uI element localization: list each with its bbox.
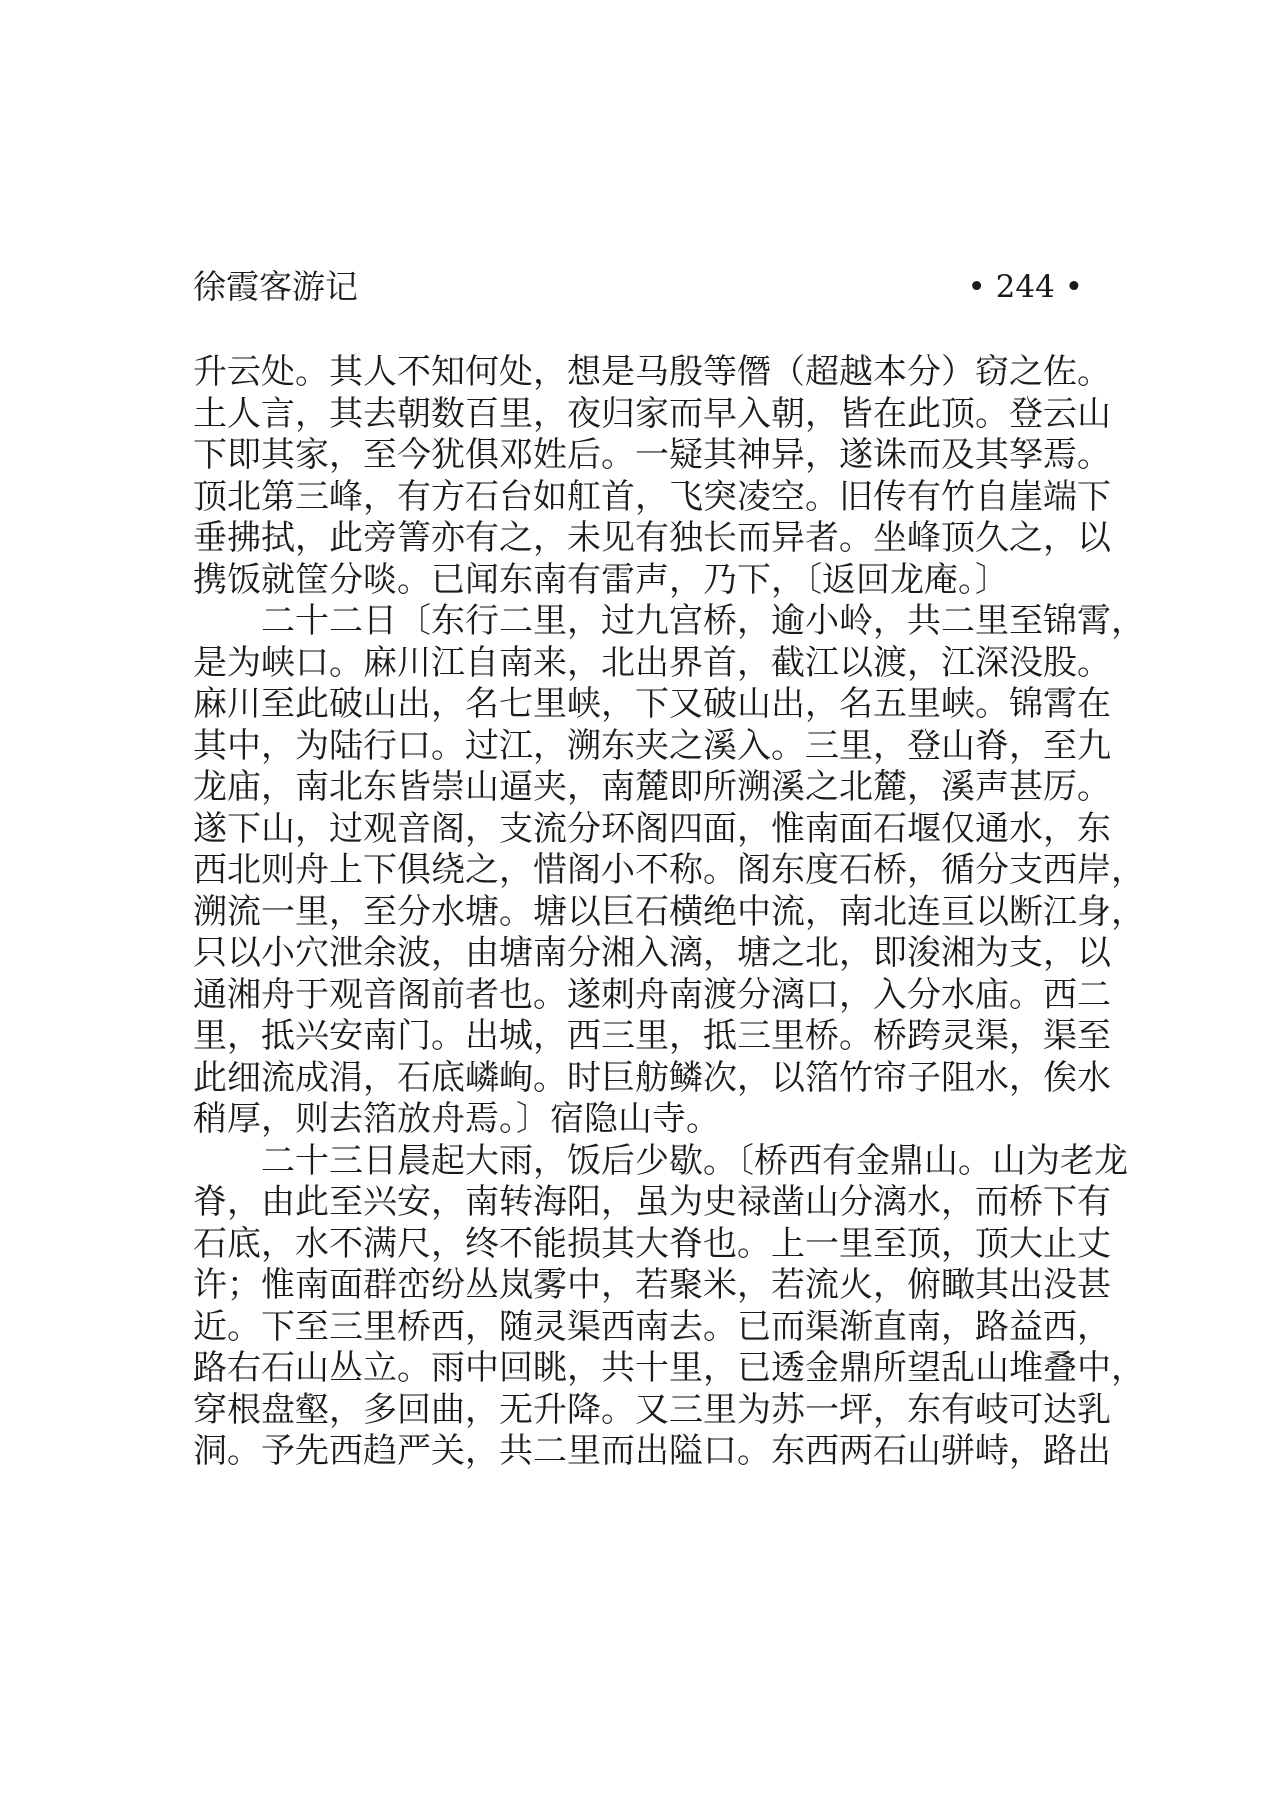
text-line: 麻川至此破山出，名七里峡，下又破山出，名五里峡。锦霄在: [193, 684, 1111, 724]
text-line: 通湘舟于观音阁前者也。遂刺舟南渡分漓口，入分水庙。西二: [193, 974, 1111, 1015]
book-title: 徐霞客游记: [193, 267, 358, 306]
text-line: 其中，为陆行口。过江，溯东夹之溪入。三里，登山脊，至九: [193, 725, 1111, 766]
text-line: 此细流成涓，石底嶙峋。时巨舫鳞次，以箔竹帘子阻水，俟水: [193, 1057, 1111, 1098]
text-line: 许；惟南面群峦纷丛岚雾中，若聚米，若流火，俯瞰其出没甚: [193, 1265, 1111, 1305]
text-line: 路右石山丛立。雨中回眺，共十里，已透金鼎所望乱山堆叠中，: [193, 1348, 1145, 1388]
text-line: 二十三日晨起大雨，饭后少歇。〔桥西有金鼎山。山为老龙: [261, 1140, 1128, 1181]
text-line: 石底，水不满尺，终不能损其大脊也。上一里至顶，顶大止丈: [193, 1223, 1111, 1264]
text-line: 只以小穴泄余波，由塘南分湘入漓，塘之北，即浚湘为支，以: [193, 933, 1111, 973]
text-line: 二十二日〔东行二里，过九宫桥，逾小岭，共二里至锦霄，: [261, 601, 1145, 641]
text-line: 是为峡口。麻川江自南来，北出界首，截江以渡，江深没股。: [193, 642, 1111, 683]
text-line: 脊，由此至兴安，南转海阳，虽为史禄凿山分漓水，而桥下有: [193, 1182, 1111, 1222]
text-line: 溯流一里，至分水塘。塘以巨石横绝中流，南北连亘以断江身，: [193, 891, 1145, 932]
text-line: 升云处。其人不知何处，想是马殷等僭（超越本分）窃之佐。: [193, 352, 1111, 392]
text-line: 顶北第三峰，有方石台如舡首，飞突凌空。旧传有竹自崖端下: [193, 476, 1111, 517]
text-line: 遂下山，过观音阁，支流分环阁四面，惟南面石堰仅通水，东: [193, 808, 1111, 849]
page-number: • 244 •: [967, 269, 1083, 305]
text-line: 下即其家，至今犹俱邓姓后。一疑其神异，遂诛而及其孥焉。: [193, 435, 1111, 475]
text-line: 稍厚，则去箔放舟焉。〕宿隐山寺。: [193, 1099, 720, 1139]
text-line: 携饭就筐分啖。已闻东南有雷声，乃下，〔返回龙庵。〕: [193, 559, 1009, 600]
text-line: 里，抵兴安南门。出城，西三里，抵三里桥。桥跨灵渠，渠至: [193, 1016, 1111, 1056]
text-line: 垂拂拭，此旁箐亦有之，未见有独长而异者。坐峰顶久之，以: [193, 518, 1111, 558]
body-text: [193, 352, 1145, 1473]
text-line: 穿根盘壑，多回曲，无升降。又三里为苏一坪，东有岐可达乳: [193, 1389, 1111, 1430]
text-line: 洞。予先西趋严关，共二里而出隘口。东西两石山骈峙，路出: [193, 1431, 1111, 1471]
text-line: 近。下至三里桥西，随灵渠西南去。已而渠渐直南，路益西，: [193, 1306, 1111, 1347]
text-line: 龙庙，南北东皆崇山逼夹，南麓即所溯溪之北麓，溪声甚厉。: [193, 767, 1111, 807]
running-head: [193, 265, 1083, 309]
text-line: 西北则舟上下俱绕之，惜阁小不称。阁东度石桥，循分支西岸，: [193, 850, 1145, 890]
text-line: 土人言，其去朝数百里，夜归家而早入朝，皆在此顶。登云山: [193, 393, 1111, 434]
